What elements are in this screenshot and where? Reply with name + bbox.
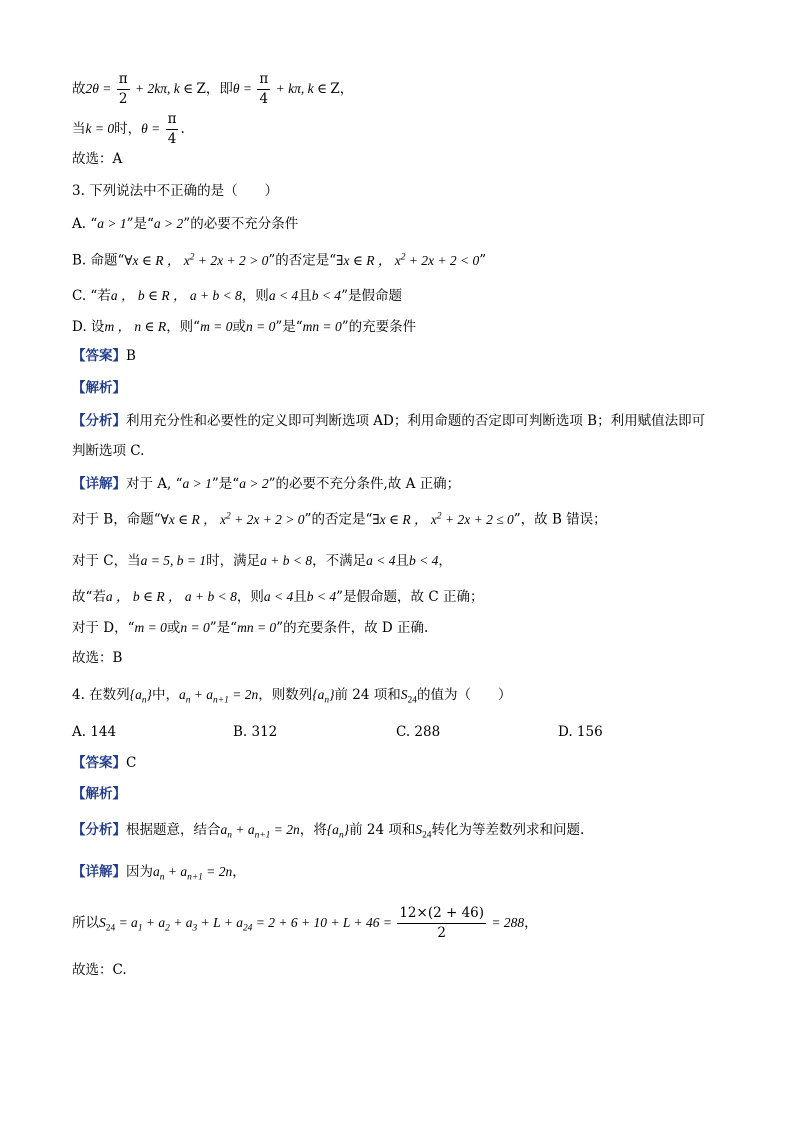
xiangjie-3-d: 对于 D，“m = 0或n = 0”是“mn = 0”的充要条件，故 D 正确. [72,620,429,636]
fenxi-3-line1: 【分析】利用充分性和必要性的定义即可判断选项 AD；利用命题的否定即可判断选项 B；利用赋值法即可 [72,413,706,429]
q4-option-b: B. 312 [233,724,278,740]
line-theta-general: 故2θ = $\frac{\pi}{2}$ + 2kπ, k ∈ Z，即θ = $\frac{\pi}{4}$ + kπ, k ∈ Z， [72,71,354,107]
fraction: $\frac{\pi}{4}$ [167,111,177,147]
select-line: 故选：A [72,151,123,167]
xiangjie-4: 【详解】因为$a_n + a_{n+1} = 2n$， [72,864,246,883]
analysis-tag: 【解析】 [72,380,126,396]
option-a: A. “a > 1”是“a > 2”的必要不充分条件 [72,216,299,232]
xiangjie-3-c2: 故“若a ， b ∈ R ， a + b < 8，则a < 4且b < 4”是假命题，故 C 正确； [72,589,484,605]
select-4: 故选：C. [72,962,127,978]
answer-4: 【答案】C [72,755,137,771]
math: 2θ = [85,80,115,96]
xiangjie-4-sum: 所以$S_{24} = a_1 + a_2 + a_3 + L + a_{24} = 2 + 6 + 10 + L + 46$ = $\frac{12\times(2 + 46)}{2}$ = 288， [72,905,538,941]
question-3-stem: 3. 下列说法中不正确的是（ ） [72,183,279,199]
line-k-zero: 当k = 0时，θ = $\frac{\pi}{4}$ . [72,111,185,147]
select-3: 故选：B [72,650,123,666]
option-b: B. 命题“∀x ∈ R ， $x^2 + 2x + 2 > 0$”的否定是“∃x ∈ R ， $x^2 + 2x + 2 < 0$” [72,252,487,269]
fraction: $\frac{\pi}{2}$ [118,71,128,107]
option-d: D. 设m ， n ∈ R，则“m = 0或n = 0”是“mn = 0”的充要条件 [72,319,417,335]
q4-option-d: D. 156 [558,724,603,740]
fenxi-4: 【分析】根据题意，结合$a_n + a_{n+1} = 2n$，将$\{a_n\}$前 24 项和$S_{24}$转化为等差数列求和问题. [72,822,585,841]
question-4-stem: 4. 在数列$\{a_n\}$中，$a_n + a_{n+1} = 2n$，则数列$\{a_n\}$前 24 项和$S_{24}$的值为（ ） [72,687,512,706]
xiangjie-3-a: 【详解】对于 A, “a > 1”是“a > 2”的必要不充分条件,故 A 正确； [72,476,461,492]
q4-option-c: C. 288 [396,724,441,740]
q4-option-a: A. 144 [72,724,117,740]
fraction: $\frac{12\times(2 + 46)}{2}$ [399,905,485,941]
analysis-tag-4: 【解析】 [72,786,126,802]
xiangjie-3-b: 对于 B，命题“∀x ∈ R ， $x^2 + 2x + 2 > 0$”的否定是“∃x ∈ R ， $x^2 + 2x + 2 \le 0$”，故 B 错误； [72,511,607,528]
answer-3: 【答案】B [72,348,136,364]
fraction: $\frac{\pi}{4}$ [259,71,269,107]
fenxi-3-line2: 判断选项 C. [72,443,145,459]
option-c: C. “若a ， b ∈ R ， a + b < 8，则a < 4且b < 4”是假命题 [72,288,402,304]
xiangjie-3-c: 对于 C，当a = 5, b = 1时，满足a + b < 8，不满足a < 4且b < 4， [72,553,452,569]
